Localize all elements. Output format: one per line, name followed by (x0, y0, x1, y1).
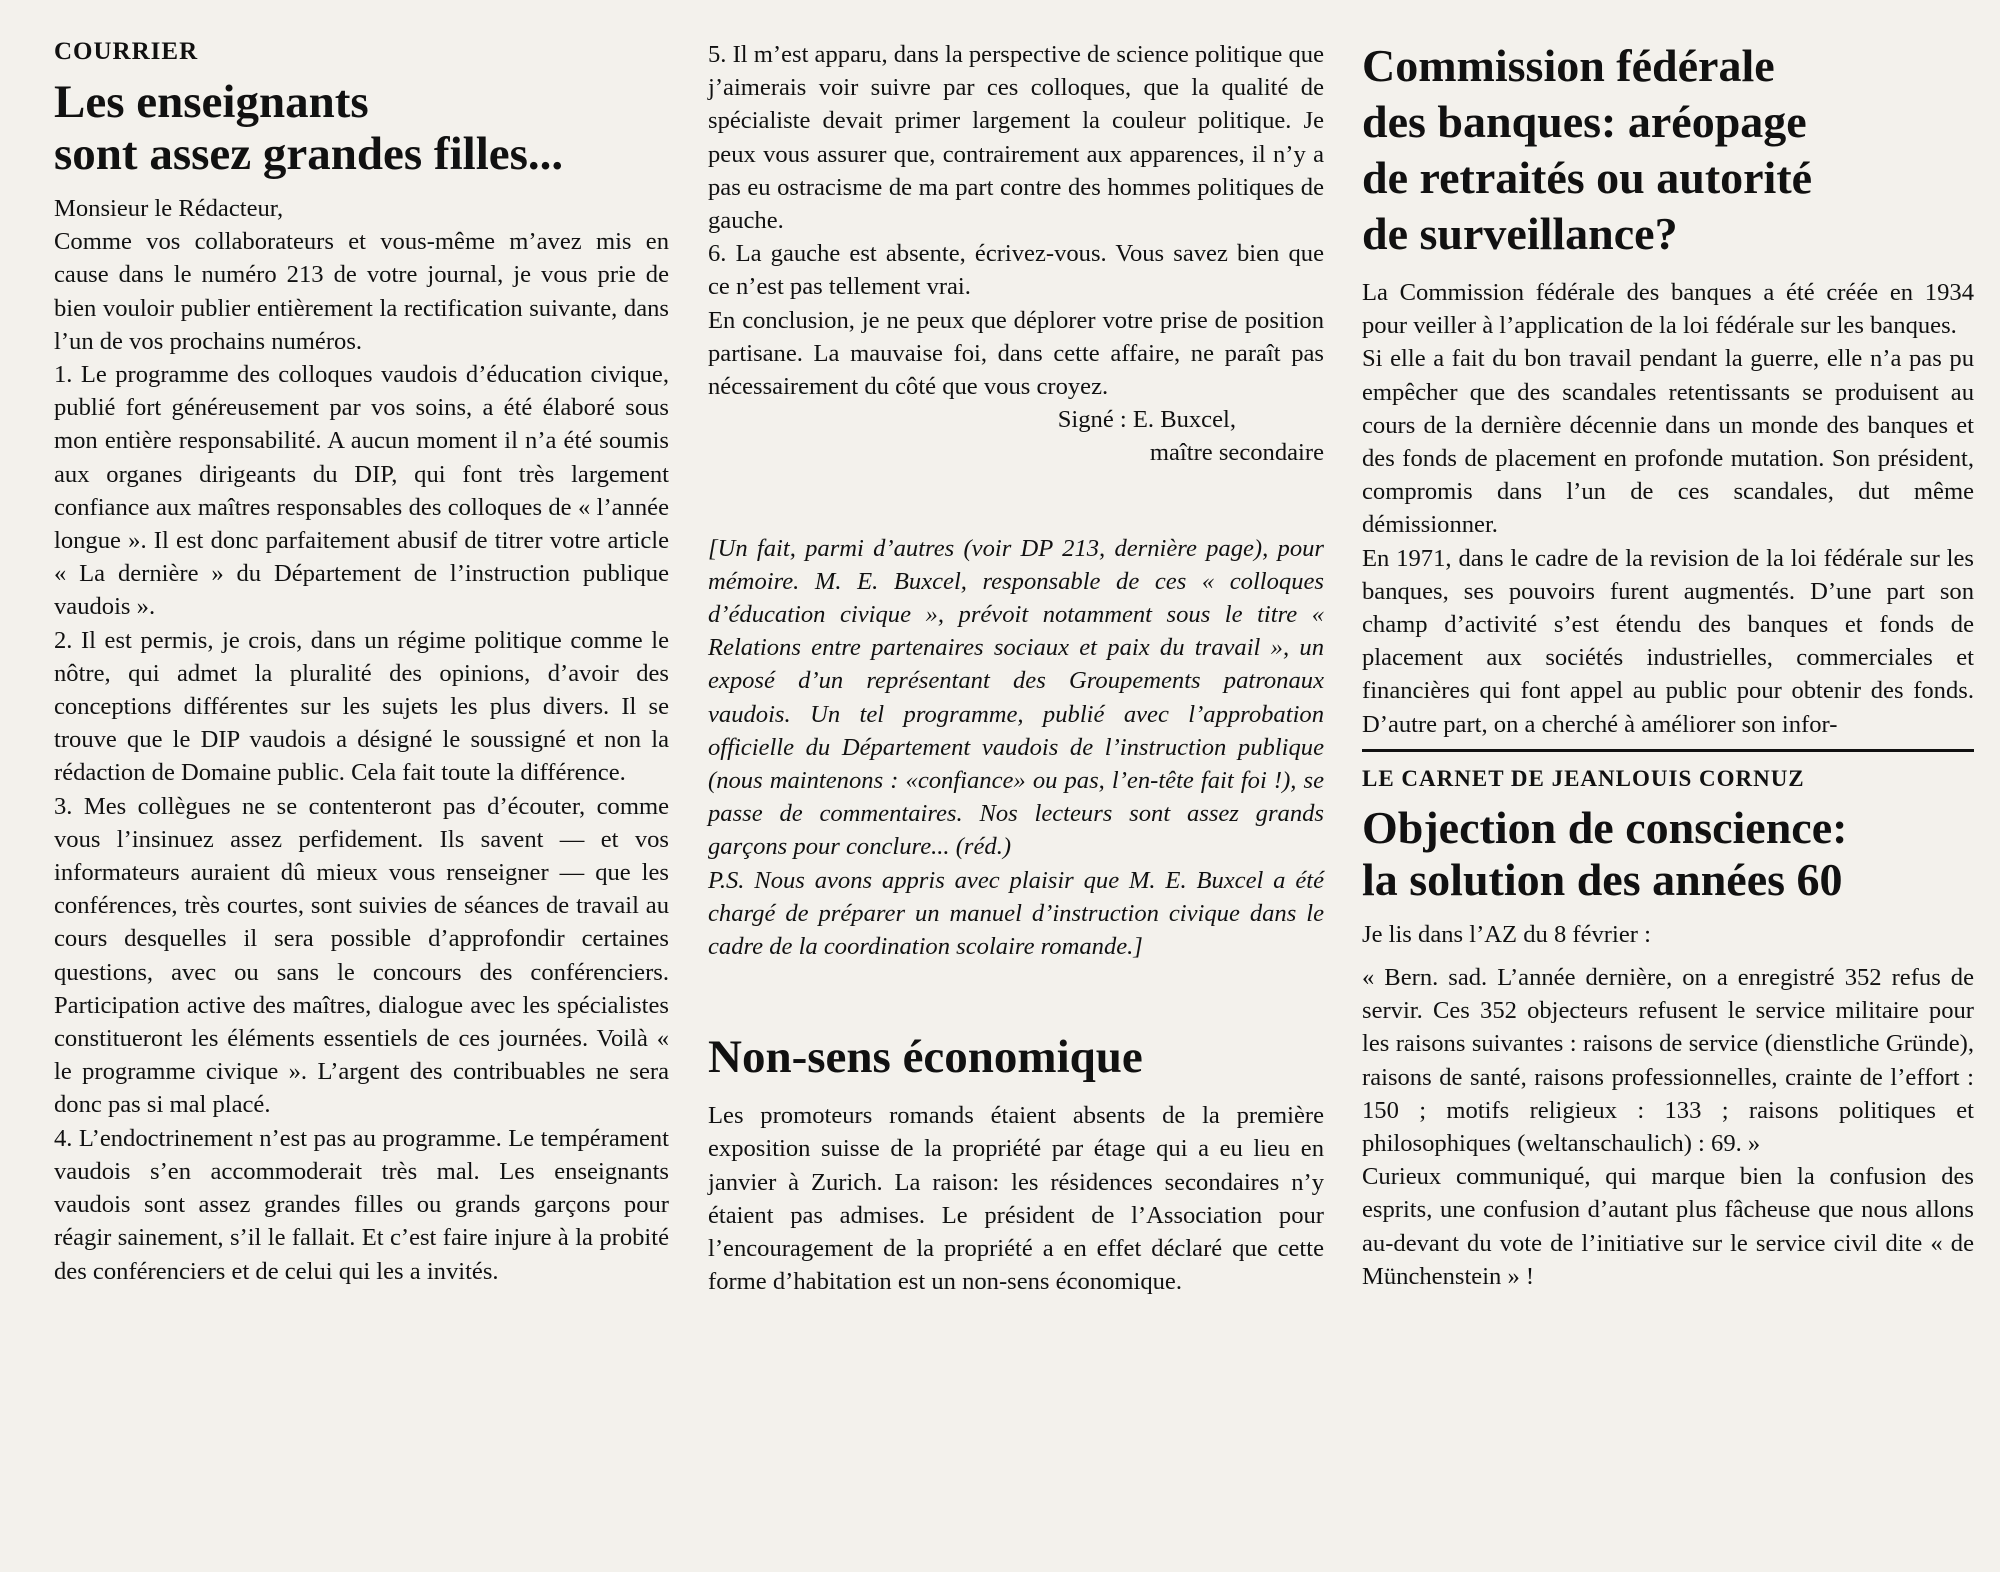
salutation: Monsieur le Rédacteur, (54, 195, 284, 222)
column-middle (708, 38, 1324, 1299)
body-paragraph: Si elle a fait du bon travail pendant la guerre, elle n’a pas pu empêcher que des scandales retentissants se produisent au cours de la dernière décennie dans un monde des banques et des fonds de placement en profonde mutation. Son président, compromis dans l’un de ces scandales, dut même démissionner. (1362, 345, 1974, 539)
signature-title: maître secondaire (1149, 439, 1324, 467)
body-paragraph: 3. Mes collègues ne se contenteront pas d’écouter, comme vous l’insinuez assez perfidement. Ils savent — et vos informateurs auraient dû mieux vous renseigner — que les conférences, très courtes, sont suivies de séances de travail au cours desquelles il sera possible d’approfondir certaines questions, avec ou sans le concours des conférenciers. Participation active des maîtres, dialogue avec les spécialistes constitueront les éléments essentiels de ces journées. Voilà « le programme civique ». L’argent des contribuables ne sera donc pas si mal placé. (54, 792, 669, 1119)
headline-line: Objection de conscience: (1362, 801, 1848, 853)
headline-line: Commission fédérale (1362, 40, 1775, 91)
editor-note-paragraph: P.S. Nous avons appris avec plaisir que M. E. Buxcel a été chargé de préparer un manuel d’instruction civique dans le cadre de la coordination scolaire romande.] (708, 866, 1324, 961)
headline-line: sont assez grandes filles... (54, 128, 564, 180)
spacer (708, 963, 1324, 1031)
intro-paragraph: Je lis dans l’AZ du 8 février : (1362, 920, 1651, 948)
article-headline: Non-sens économique (708, 1031, 1143, 1084)
body-paragraph: La Commission fédérale des banques a été créée en 1934 pour veiller à l’application de la loi fédérale sur les banques. (1362, 279, 1974, 340)
section-divider (1362, 749, 1974, 752)
column-courrier (54, 38, 669, 1288)
body-paragraph: En 1971, dans le cadre de la revision de la loi fédérale sur les banques, ses pouvoirs furent augmentés. D’une part son champ d’activité s’est étendu des banques et fonds de placement aux sociétés industrielles, commerciales et financières qui font appel au public pour obtenir des fonds. D’autre part, on a cherché à améliorer son infor- (1362, 544, 1974, 738)
article-headline (1362, 38, 1974, 262)
spacer (1362, 951, 1974, 961)
quote-paragraph: « Bern. sad. L’année dernière, on a enregistré 352 refus de servir. Ces 352 objecteurs refusent le service militaire pour les raisons suivantes : raisons de service (dienstliche Gründe), raisons de santé, raisons professionnelles, crainte de l’effort : 150 ; motifs religieux : 133 ; raisons politiques et philosophiques (weltanschaulich) : 69. » (1362, 964, 1974, 1158)
body-paragraph: 5. Il m’est apparu, dans la perspective de science politique que j’aimerais voir suivre par ces colloques, que la qualité de spécialiste devait primer largement la couleur politique. Je peux vous assurer que, contrairement aux apparences, il n’y a pas eu ostracisme de ma part contre des hommes politiques de gauche. (708, 41, 1324, 235)
headline-line: de surveillance? (1362, 208, 1678, 259)
body-paragraph: Curieux communiqué, qui marque bien la confusion des esprits, une confusion d’autant plus fâcheuse que nous allons au-devant du vote de l’initiative sur le service civil dite « de Münchenstein » ! (1362, 1163, 1974, 1290)
body-paragraph: Les promoteurs romands étaient absents de la première exposition suisse de la propriété par étage qui a eu lieu en janvier à Zurich. La raison: les résidences secondaires n’y étaient pas admises. Le président de l’Association pour l’encouragement de la propriété a en effet déclaré que cette forme d’habitation est un non-sens économique. (708, 1102, 1324, 1296)
signature-name: Signé : E. Buxcel, (1057, 406, 1236, 434)
article-headline (54, 76, 669, 180)
editor-note-paragraph: [Un fait, parmi d’autres (voir DP 213, dernière page), pour mémoire. M. E. Buxcel, responsable de ces « colloques d’éducation civique », prévoit notamment sous le titre « Relations entre partenaires sociaux et paix du travail », un exposé d’un représentant des Groupements patronaux vaudois. Un tel programme, publié avec l’approbation officielle du Département vaudois de l’instruction publique (nous maintenons : «confiance» ou pas, l’en-tête fait foi !), se passe de commentaires. Nos lecteurs sont assez grands garçons pour conclure... (réd.) (708, 534, 1324, 861)
body-paragraph: 4. L’endoctrinement n’est pas au programme. Le tempérament vaudois s’en accommoderait très mal. Les enseignants vaudois sont assez grandes filles ou grands garçons pour réagir sainement, s’il le fallait. Et c’est faire injure à la probité des conférenciers et de celui qui les a invités. (54, 1124, 669, 1285)
headline-line: Les enseignants (54, 76, 369, 128)
signature (708, 403, 1324, 469)
body-paragraph: 6. La gauche est absente, écrivez-vous. Vous savez bien que ce n’est pas tellement vrai. (708, 240, 1324, 301)
headline-line: la solution des années 60 (1362, 853, 1843, 905)
editor-note (708, 532, 1324, 964)
headline-line: de retraités ou autorité (1362, 152, 1813, 203)
article-headline (1362, 802, 1974, 906)
column-right (1362, 38, 1974, 1293)
spacer (708, 470, 1324, 532)
body-paragraph: En conclusion, je ne peux que déplorer votre prise de position partisane. La mauvaise foi, dans cette affaire, ne paraît pas nécessairement du côté que vous croyez. (708, 306, 1324, 401)
section-kicker: LE CARNET DE JEANLOUIS CORNUZ (1362, 765, 1805, 791)
body-paragraph: 2. Il est permis, je crois, dans un régime politique comme le nôtre, qui admet la pluralité des opinions, d’avoir des conceptions différentes sur les sujets les plus divers. Il se trouve que le DIP vaudois a désigné le soussigné et non la rédaction de Domaine public. Cela fait toute la différence. (54, 626, 669, 787)
body-paragraph: 1. Le programme des colloques vaudois d’éducation civique, publié fort généreusement par vos soins, a été élaboré sous mon entière responsabilité. A aucun moment il n’a été soumis aux organes dirigeants du DIP, qui font très largement confiance aux maîtres responsables des colloques de « l’année longue ». Il est donc parfaitement abusif de titrer votre article « La dernière » du Département de l’instruction publique vaudois ». (54, 361, 669, 621)
section-kicker: COURRIER (54, 38, 199, 65)
body-paragraph: Comme vos collaborateurs et vous-même m’avez mis en cause dans le numéro 213 de votre journal, je vous prie de bien vouloir publier entièrement la rectification suivante, dans l’un de vos prochains numéros. (54, 228, 669, 355)
headline-line: des banques: aréopage (1362, 96, 1807, 147)
